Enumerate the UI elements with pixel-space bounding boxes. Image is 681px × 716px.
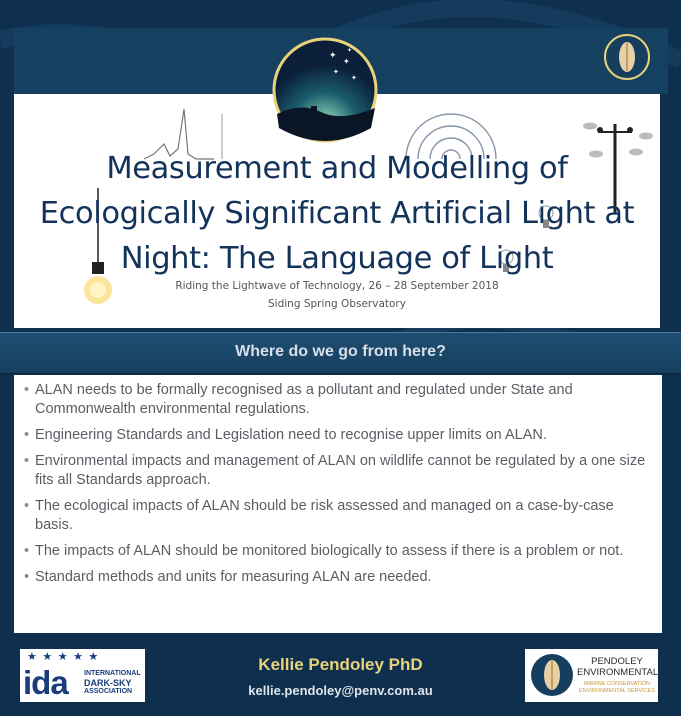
pendoley-name: PENDOLEY ENVIRONMENTAL bbox=[577, 656, 659, 678]
pendoley-tagline: MARINE CONSERVATION ENVIRONMENTAL SERVICES bbox=[579, 681, 655, 694]
svg-text:✦: ✦ bbox=[333, 68, 339, 76]
bullet-icon: • bbox=[24, 543, 30, 559]
bullet-list bbox=[14, 375, 662, 587]
bullet-icon: • bbox=[24, 453, 30, 469]
ida-logo-words: INTERNATIONAL DARK-SKY ASSOCIATION bbox=[84, 670, 141, 695]
bullet-icon: • bbox=[24, 498, 30, 514]
section-heading: Where do we go from here? bbox=[235, 343, 446, 360]
event-subtitle: Riding the Lightwave of Technology, 26 – 28 September 2018 bbox=[175, 280, 499, 292]
ida-logo-letters: ida bbox=[23, 664, 68, 701]
bullet-icon: • bbox=[24, 427, 30, 443]
title-line: Night: The Language of Light bbox=[120, 241, 554, 276]
list-item: • Standard methods and units for measuring ALAN are needed. bbox=[24, 569, 432, 585]
night-sky-emblem-icon bbox=[271, 36, 379, 144]
presentation-title bbox=[14, 146, 660, 281]
title-line: Measurement and Modelling of bbox=[106, 151, 568, 186]
svg-text:✦: ✦ bbox=[351, 74, 357, 82]
event-venue: Siding Spring Observatory bbox=[268, 298, 406, 310]
shell-logo-icon bbox=[603, 33, 651, 81]
bullet-icon: • bbox=[24, 382, 30, 398]
svg-text:✦: ✦ bbox=[343, 57, 350, 66]
shell-logo-icon bbox=[529, 652, 575, 698]
list-item: • Environmental impacts and management of ALAN on wildlife cannot be regulated by a one size fits all Standards approach. bbox=[24, 453, 646, 488]
section-bar bbox=[0, 332, 681, 374]
content-panel bbox=[14, 375, 662, 633]
author-email[interactable]: kellie.pendoley@penv.com.au bbox=[248, 683, 433, 698]
svg-text:✦: ✦ bbox=[329, 51, 337, 61]
list-item: • The impacts of ALAN should be monitored biologically to assess if there is a problem or not. bbox=[24, 543, 624, 559]
pendoley-logo bbox=[525, 649, 658, 702]
list-item: • ALAN needs to be formally recognised as a pollutant and regulated under State and Commonwealth environmental regulations. bbox=[24, 382, 573, 417]
stars-icon: ★ ★ ★ ★ ★ bbox=[27, 650, 100, 663]
list-item: • The ecological impacts of ALAN should be risk assessed and managed on a case-by-case basis. bbox=[24, 498, 614, 533]
bullet-icon: • bbox=[24, 569, 30, 585]
list-item: • Engineering Standards and Legislation need to recognise upper limits on ALAN. bbox=[24, 427, 547, 443]
svg-text:✦: ✦ bbox=[347, 47, 353, 54]
author-name: Kellie Pendoley PhD bbox=[258, 655, 423, 674]
title-line: Ecologically Significant Artificial Light at bbox=[39, 196, 635, 231]
